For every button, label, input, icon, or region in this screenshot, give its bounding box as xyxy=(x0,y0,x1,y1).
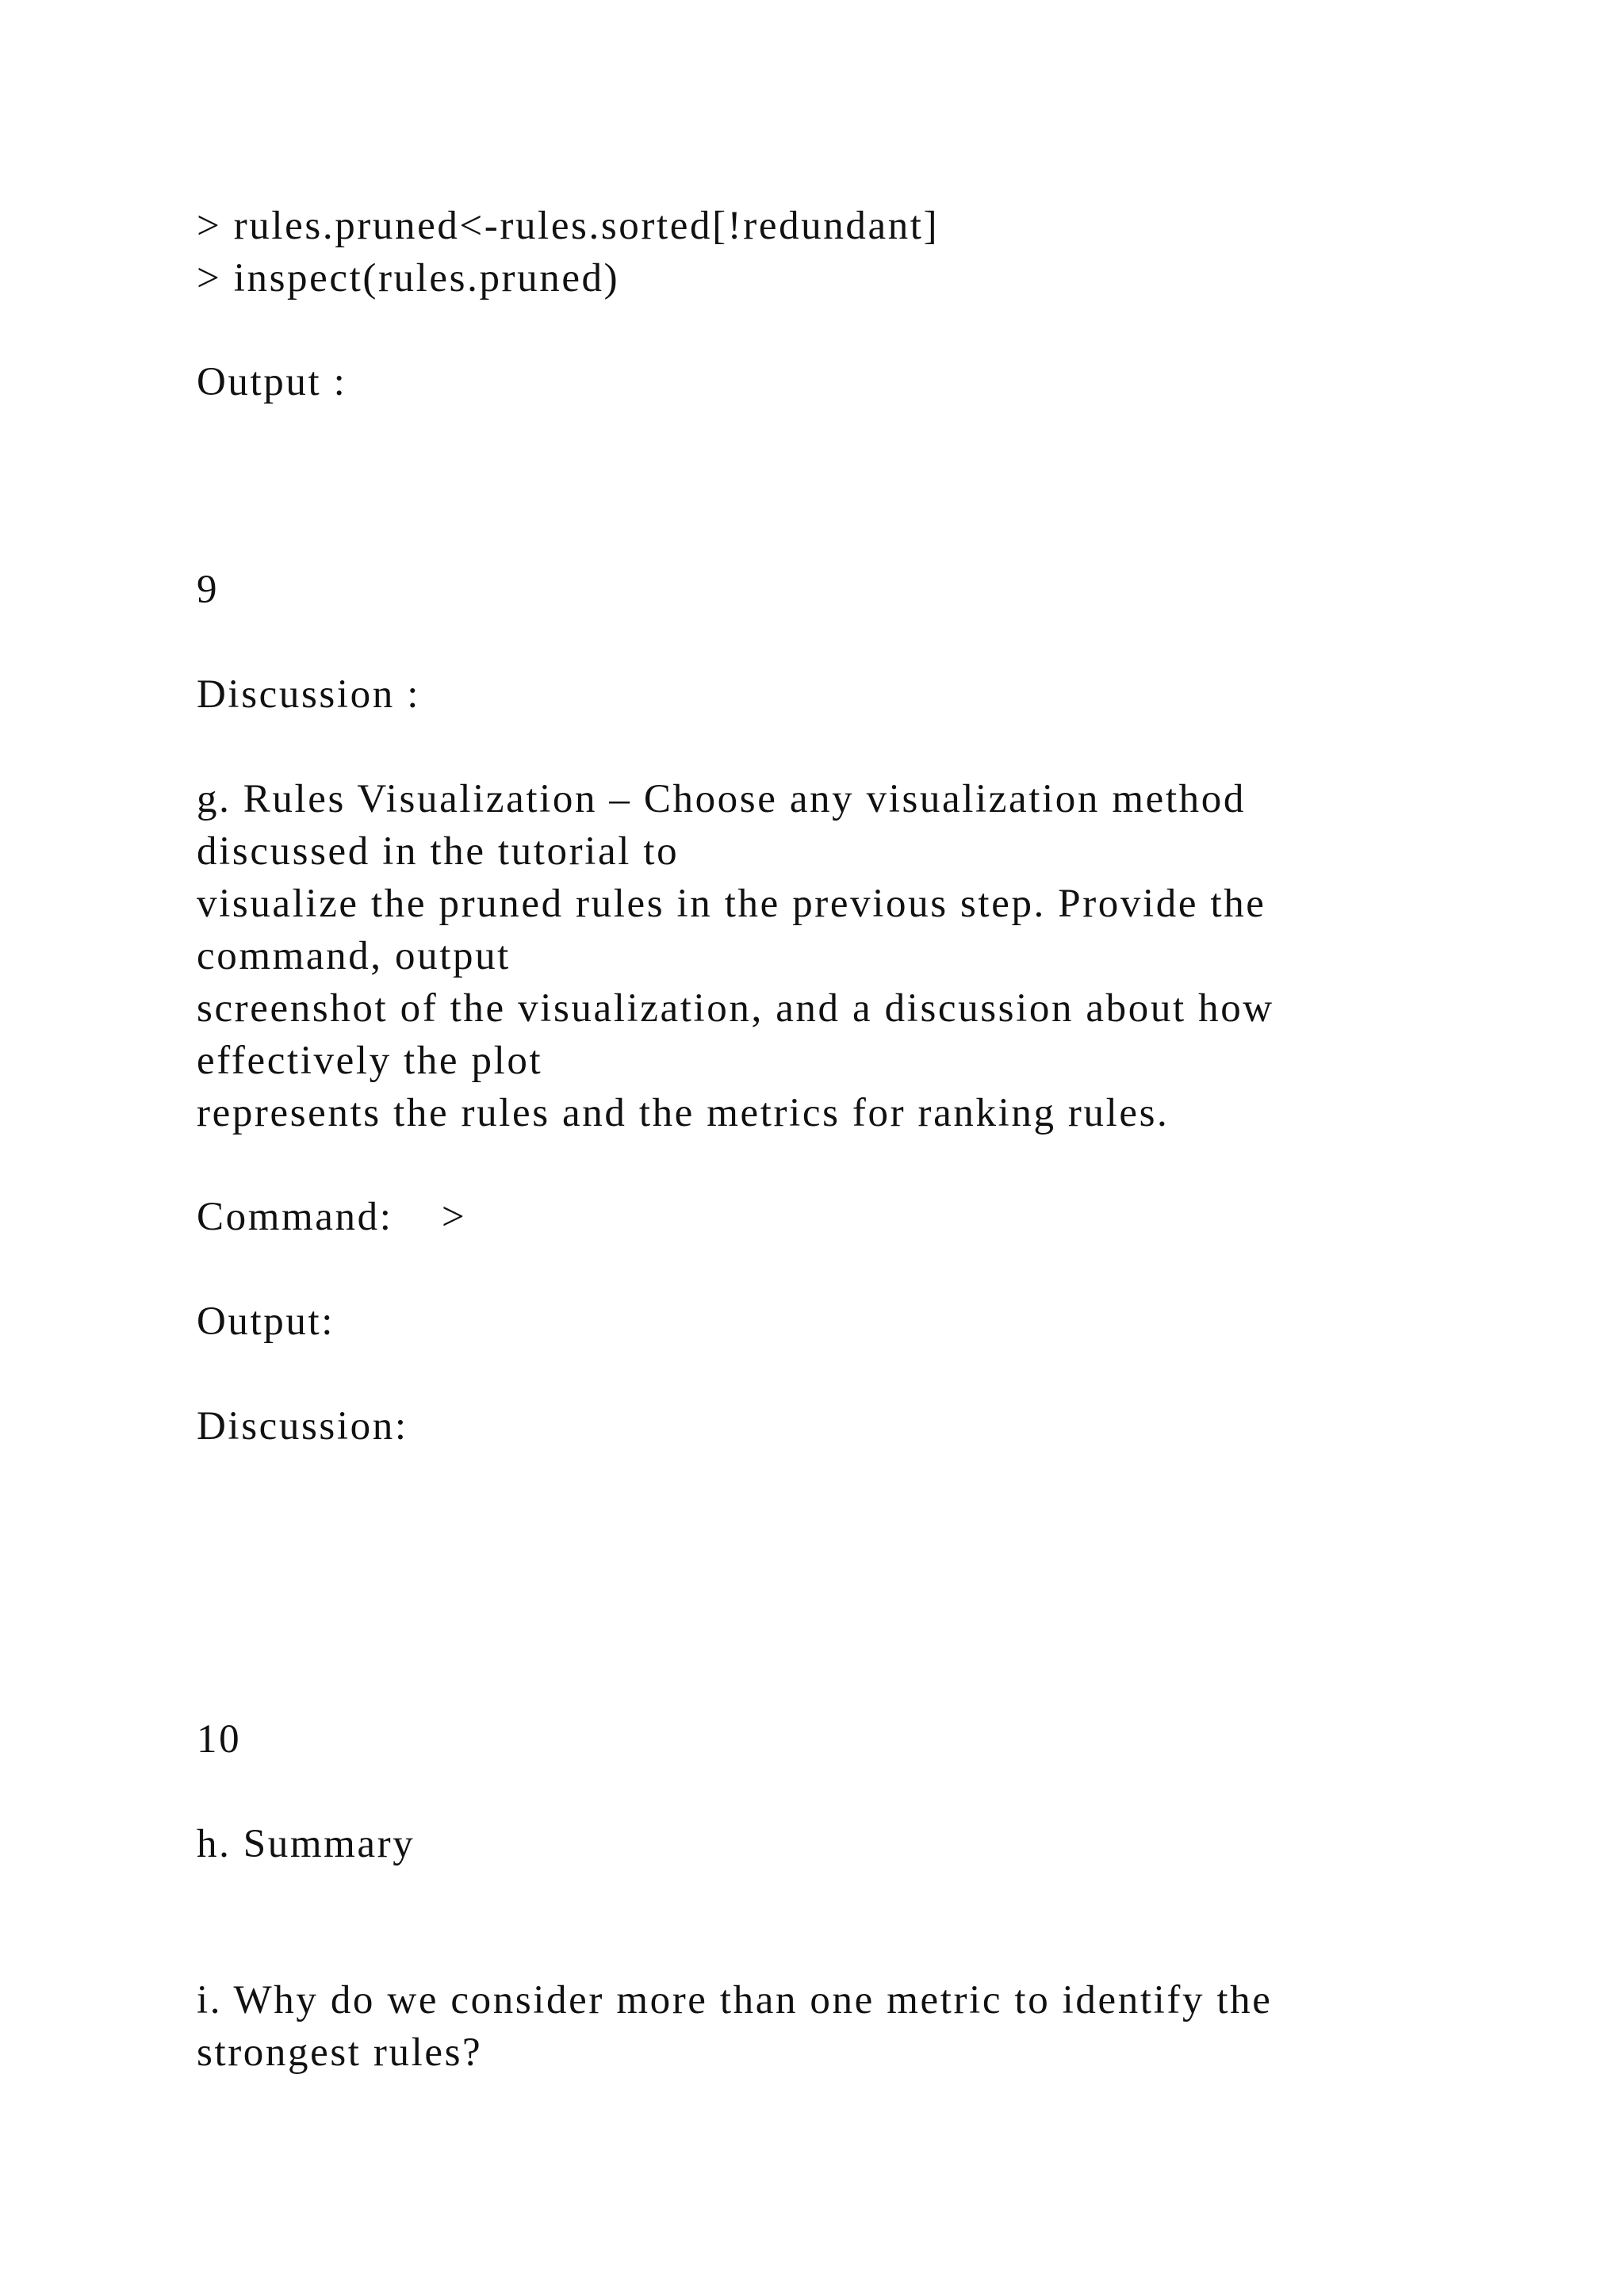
question-i-line: i. Why do we consider more than one metric to identify the xyxy=(197,1978,1273,2022)
output-label: Output: xyxy=(197,1299,335,1344)
section-h-title: h. Summary xyxy=(197,1822,416,1866)
code-line: > inspect(rules.pruned) xyxy=(197,256,620,300)
page-number: 9 xyxy=(197,568,220,612)
section-g-line: discussed in the tutorial to xyxy=(197,829,680,874)
section-g-line: screenshot of the visualization, and a discussion about how xyxy=(197,986,1274,1031)
question-i-line: strongest rules? xyxy=(197,2030,483,2075)
section-g-line: command, output xyxy=(197,934,511,978)
section-g-line: g. Rules Visualization – Choose any visualization method xyxy=(197,777,1246,821)
command-label: Command: > xyxy=(197,1195,467,1239)
section-g-line: effectively the plot xyxy=(197,1039,543,1083)
output-label: Output : xyxy=(197,360,347,404)
code-line: > rules.pruned<-rules.sorted[!redundant] xyxy=(197,204,940,248)
discussion-label: Discussion: xyxy=(197,1404,408,1448)
page-number: 10 xyxy=(197,1717,242,1762)
section-g-line: visualize the pruned rules in the previous step. Provide the xyxy=(197,882,1266,926)
discussion-label: Discussion : xyxy=(197,672,420,717)
section-g-line: represents the rules and the metrics for ranking rules. xyxy=(197,1091,1170,1135)
